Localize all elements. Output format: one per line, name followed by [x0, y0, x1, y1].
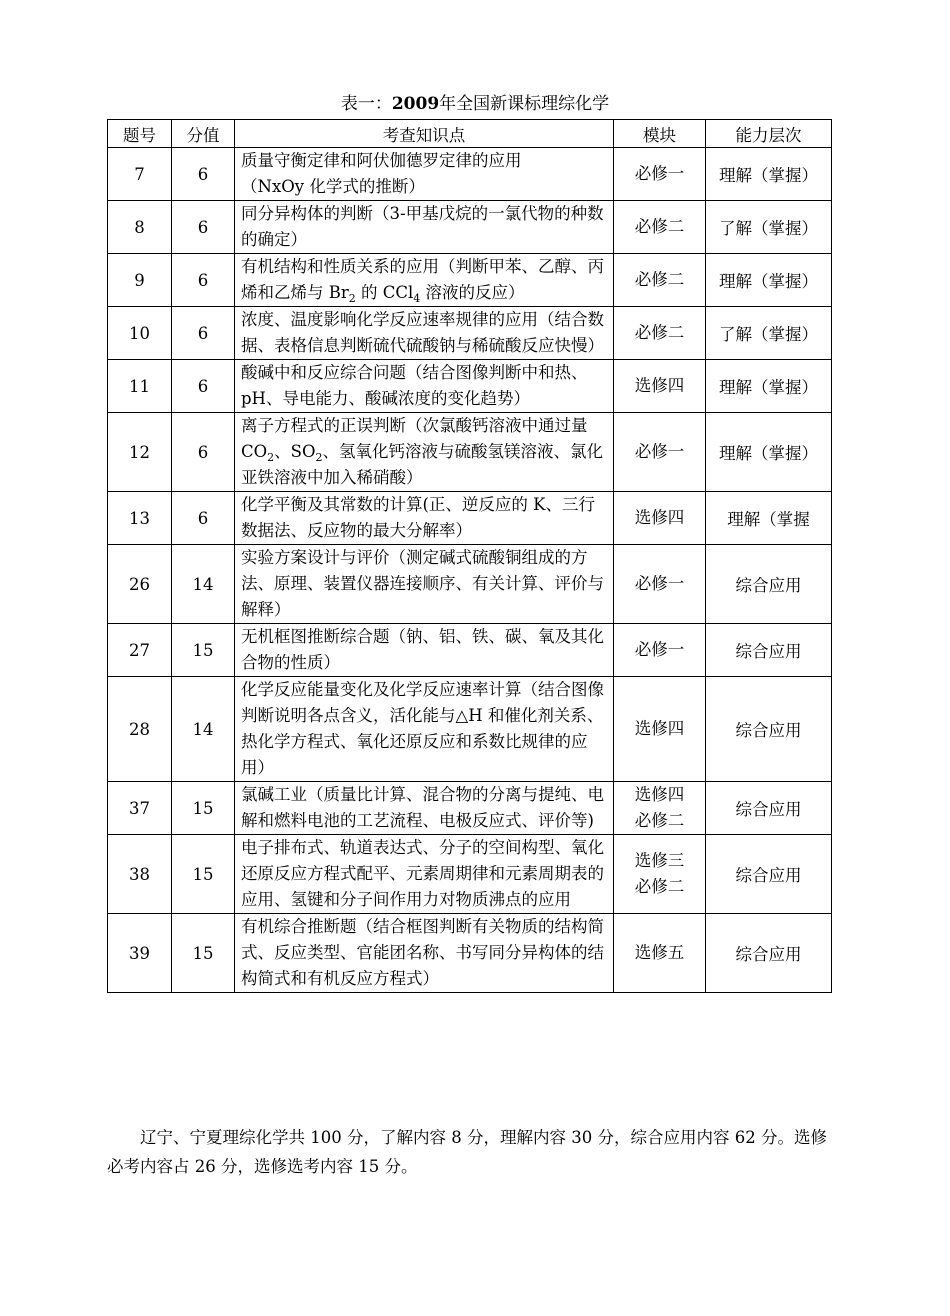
- table-row: [108, 201, 832, 254]
- ability-level-cell: 理解（掌握）: [706, 148, 832, 201]
- title-suffix: 年全国新课标理综化学: [439, 94, 610, 114]
- table-row: [108, 545, 832, 624]
- score-cell: 14: [172, 677, 235, 782]
- knowledge-point-cell: 氯碱工业（质量比计算、混合物的分离与提纯、电解和燃料电池的工艺流程、电极反应式、评价等): [235, 782, 614, 835]
- score-cell: 6: [172, 360, 235, 413]
- score-cell: 6: [172, 413, 235, 492]
- module-label: 必修二: [634, 270, 685, 289]
- table-header-row: [108, 120, 832, 148]
- score-cell: 15: [172, 782, 235, 835]
- module-cell: [614, 492, 706, 545]
- ability-level-cell: 理解（掌握: [706, 492, 832, 545]
- ability-level-cell: 了解（掌握）: [706, 201, 832, 254]
- knowledge-point-cell: 有机综合推断题（结合框图判断有关物质的结构简式、反应类型、官能团名称、书写同分异构体的结构简式和有机反应方程式）: [235, 914, 614, 993]
- module-label: 选修四: [634, 376, 685, 395]
- table-row: [108, 835, 832, 914]
- question-number-cell: 8: [108, 201, 172, 254]
- header-module: 模块: [614, 120, 706, 148]
- question-number-cell: 12: [108, 413, 172, 492]
- knowledge-point-cell: 化学平衡及其常数的计算(正、逆反应的 K、三行数据法、反应物的最大分解率）: [235, 492, 614, 545]
- question-number-cell: 37: [108, 782, 172, 835]
- table-row: [108, 624, 832, 677]
- question-number-cell: 28: [108, 677, 172, 782]
- module-label: 必修一: [634, 442, 685, 461]
- module-cell: [614, 835, 706, 914]
- header-score: 分值: [172, 120, 235, 148]
- ability-level-cell: 理解（掌握）: [706, 254, 832, 307]
- header-knowledge-point: 考查知识点: [235, 120, 614, 148]
- module-label: 必修一: [634, 640, 685, 659]
- knowledge-point-cell: 电子排布式、轨道表达式、分子的空间构型、氧化还原反应方程式配平、元素周期律和元素周期表的应用、氢键和分子间作用力对物质沸点的应用: [235, 835, 614, 914]
- module-cell: [614, 413, 706, 492]
- table-row: [108, 148, 832, 201]
- table-row: [108, 492, 832, 545]
- question-number-cell: 11: [108, 360, 172, 413]
- question-number-cell: 7: [108, 148, 172, 201]
- knowledge-point-cell: 无机框图推断综合题（钠、铝、铁、碳、氧及其化合物的性质）: [235, 624, 614, 677]
- score-cell: 15: [172, 835, 235, 914]
- module-cell: [614, 624, 706, 677]
- module-label: 选修四: [634, 719, 685, 738]
- ability-level-cell: 综合应用: [706, 835, 832, 914]
- table-title: [0, 92, 950, 116]
- module-cell: [614, 545, 706, 624]
- module-label: 必修二: [634, 811, 685, 830]
- summary-paragraph: 辽宁、宁夏理综化学共 100 分，了解内容 8 分，理解内容 30 分，综合应用内容 62 分。选修必考内容占 26 分，选修选考内容 15 分。: [107, 1128, 827, 1176]
- module-cell: [614, 782, 706, 835]
- module-label: 选修三: [634, 851, 685, 870]
- question-number-cell: 38: [108, 835, 172, 914]
- ability-level-cell: 综合应用: [706, 624, 832, 677]
- table-row: [108, 413, 832, 492]
- module-cell: [614, 914, 706, 993]
- module-cell: [614, 201, 706, 254]
- score-cell: 6: [172, 492, 235, 545]
- ability-level-cell: 综合应用: [706, 545, 832, 624]
- score-cell: 14: [172, 545, 235, 624]
- score-cell: 6: [172, 201, 235, 254]
- knowledge-point-cell: 有机结构和性质关系的应用（判断甲苯、乙醇、丙烯和乙烯与 $Br_2$ 的 CCl$_4$ 溶液的反应）: [235, 254, 614, 307]
- table-row: [108, 914, 832, 993]
- table-row: [108, 782, 832, 835]
- table-row: [108, 360, 832, 413]
- module-label: 选修五: [634, 943, 685, 962]
- score-cell: 15: [172, 624, 235, 677]
- ability-level-cell: 理解（掌握）: [706, 360, 832, 413]
- table-row: [108, 677, 832, 782]
- score-cell: 6: [172, 307, 235, 360]
- module-label: 必修二: [634, 217, 685, 236]
- table-body: [108, 148, 832, 993]
- module-cell: [614, 254, 706, 307]
- module-cell: [614, 360, 706, 413]
- question-number-cell: 10: [108, 307, 172, 360]
- score-cell: 6: [172, 148, 235, 201]
- ability-level-cell: 综合应用: [706, 677, 832, 782]
- knowledge-point-cell: 化学反应能量变化及化学反应速率计算（结合图像判断说明各点含义，活化能与△H 和催化剂关系、热化学方程式、氧化还原反应和系数比规律的应用）: [235, 677, 614, 782]
- question-number-cell: 26: [108, 545, 172, 624]
- module-label: 必修二: [634, 877, 685, 896]
- question-number-cell: 9: [108, 254, 172, 307]
- table-row: [108, 254, 832, 307]
- score-cell: 15: [172, 914, 235, 993]
- module-cell: [614, 677, 706, 782]
- question-number-cell: 13: [108, 492, 172, 545]
- knowledge-point-cell: 离子方程式的正误判断（次氯酸钙溶液中通过量 $CO_2$、$SO_2$、氢氧化钙溶液与硫酸氢镁溶液、氯化亚铁溶液中加入稀硝酸）: [235, 413, 614, 492]
- knowledge-point-cell: 酸碱中和反应综合问题（结合图像判断中和热、pH、导电能力、酸碱浓度的变化趋势）: [235, 360, 614, 413]
- table-row: [108, 307, 832, 360]
- module-label: 选修四: [634, 785, 685, 804]
- ability-level-cell: 综合应用: [706, 782, 832, 835]
- module-cell: [614, 307, 706, 360]
- question-number-cell: 27: [108, 624, 172, 677]
- ability-level-cell: 了解（掌握）: [706, 307, 832, 360]
- module-label: 必修二: [634, 323, 685, 342]
- knowledge-point-cell: 实验方案设计与评价（测定碱式硫酸铜组成的方法、原理、装置仪器连接顺序、有关计算、评价与解释）: [235, 545, 614, 624]
- module-cell: [614, 148, 706, 201]
- title-prefix: 表一：: [340, 94, 392, 114]
- exam-analysis-table: [107, 119, 832, 993]
- title-year: 2009: [391, 94, 440, 114]
- knowledge-point-cell: 浓度、温度影响化学反应速率规律的应用（结合数据、表格信息判断硫代硫酸钠与稀硫酸反应快慢）: [235, 307, 614, 360]
- score-cell: 6: [172, 254, 235, 307]
- knowledge-point-cell: 质量守衡定律和阿伏伽德罗定律的应用 （NxOy 化学式的推断）: [235, 148, 614, 201]
- module-label: 必修一: [634, 574, 685, 593]
- header-question-number: 题号: [108, 120, 172, 148]
- module-label: 必修一: [634, 164, 685, 183]
- header-ability-level: 能力层次: [706, 120, 832, 148]
- ability-level-cell: 理解（掌握）: [706, 413, 832, 492]
- question-number-cell: 39: [108, 914, 172, 993]
- ability-level-cell: 综合应用: [706, 914, 832, 993]
- module-label: 选修四: [634, 508, 685, 527]
- knowledge-point-cell: 同分异构体的判断（3-甲基戊烷的一氯代物的种数的确定）: [235, 201, 614, 254]
